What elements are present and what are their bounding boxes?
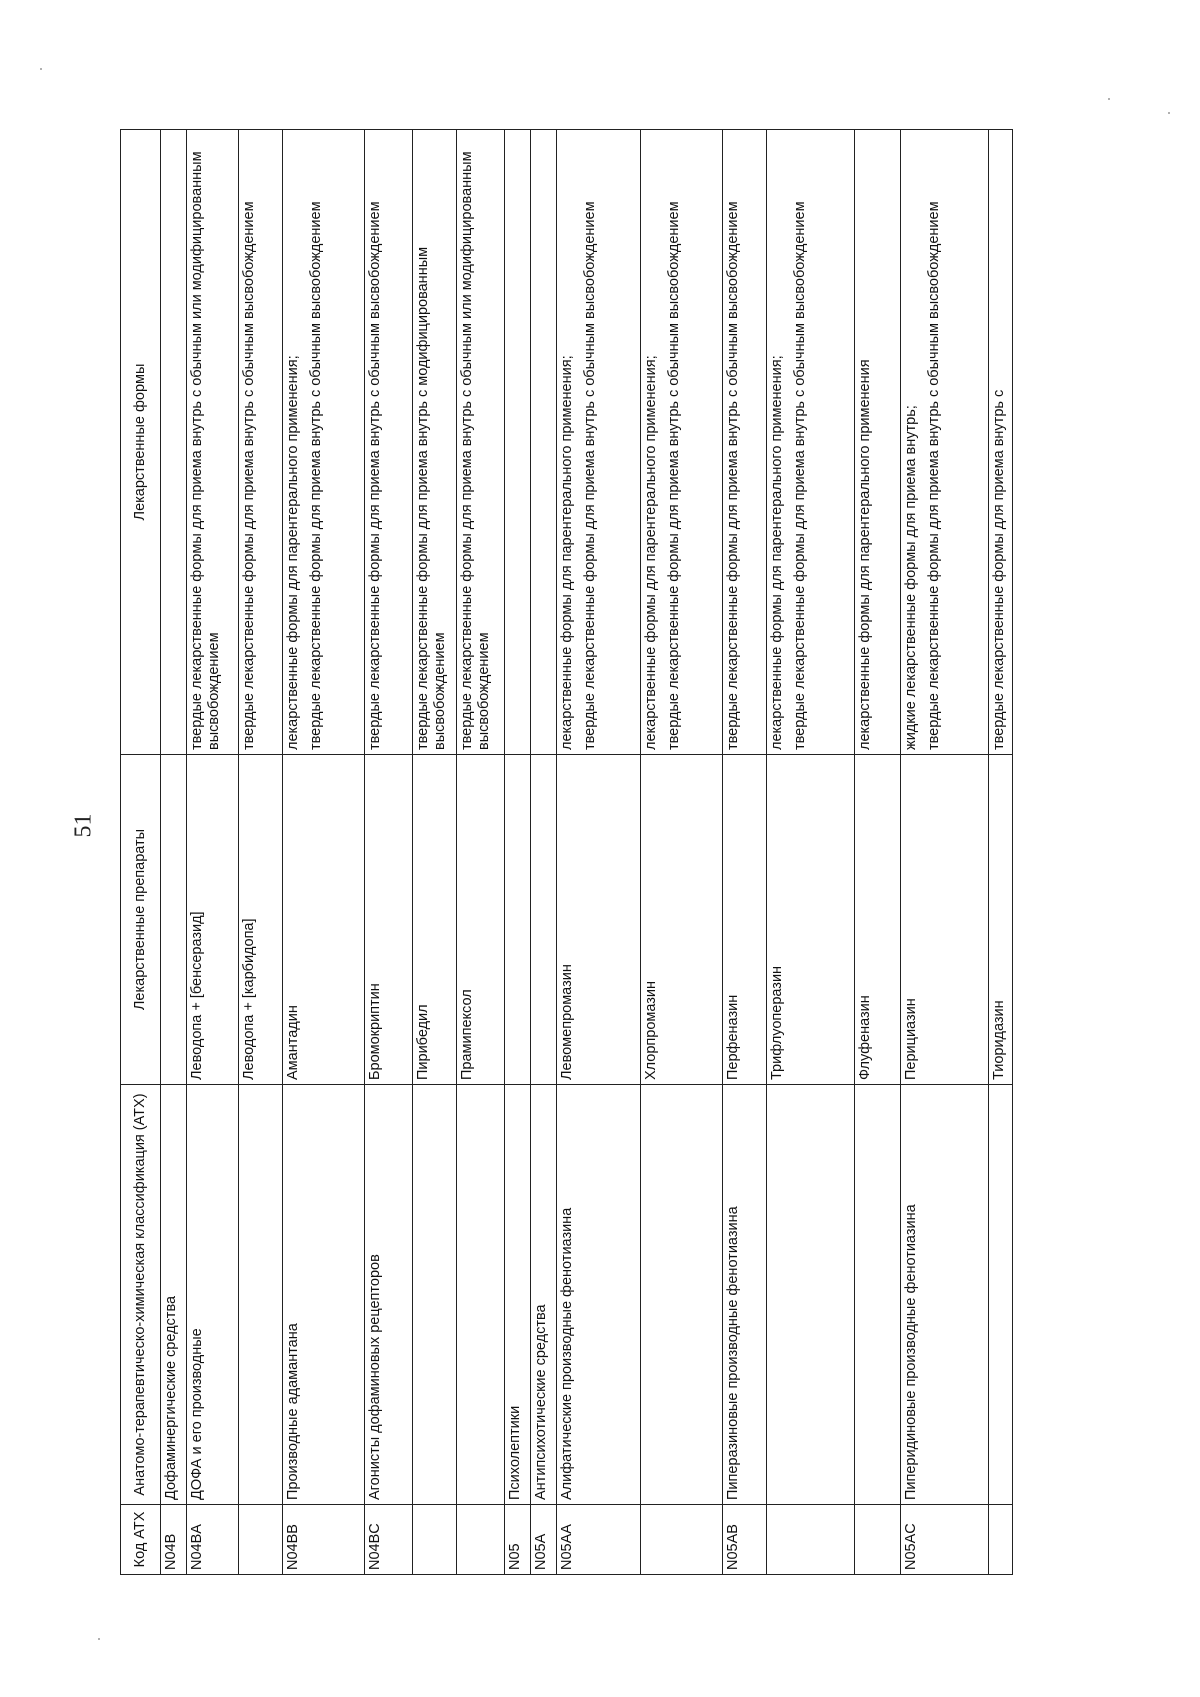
classification-cell <box>855 1085 901 1505</box>
classification-cell: Пиперазиновые производные фенотиазина <box>723 1085 767 1505</box>
table-row <box>161 130 187 1575</box>
code-cell <box>457 1505 505 1575</box>
form-line: твердые лекарственные формы для приема внутрь с обычным или модифицированным высвобождением <box>189 151 223 750</box>
classification-cell <box>641 1085 723 1505</box>
drug-cell: Леводопа + [бенсеразид] <box>187 755 239 1085</box>
forms-cell <box>557 130 641 755</box>
form-line: твердые лекарственные формы для приема внутрь с <box>991 389 1007 750</box>
drug-cell: Трифлуоперазин <box>767 755 855 1085</box>
code-cell <box>413 1505 457 1575</box>
page-number: 51 <box>70 813 97 838</box>
drug-cell: Хлорпромазин <box>641 755 723 1085</box>
drug-cell: Пирибедил <box>413 755 457 1085</box>
header-forms: Лекарственные формы <box>121 130 161 755</box>
classification-cell: Пиперидиновые производные фенотиазина <box>901 1085 989 1505</box>
forms-cell <box>187 130 239 755</box>
form-line: лекарственные формы для парентерального применения; <box>643 355 659 750</box>
table-row <box>855 130 901 1575</box>
form-line: лекарственные формы для парентерального применения; <box>285 355 301 750</box>
drug-cell: Леводопа + [карбидопа] <box>239 755 283 1085</box>
table-row <box>365 130 413 1575</box>
drug-cell: Левомепромазин <box>557 755 641 1085</box>
table-row <box>187 130 239 1575</box>
classification-cell: Производные адамантана <box>283 1085 365 1505</box>
table-row <box>723 130 767 1575</box>
classification-cell <box>989 1085 1013 1505</box>
scan-speck <box>1108 98 1110 100</box>
forms-cell <box>239 130 283 755</box>
forms-cell <box>531 130 557 755</box>
drug-cell: Тиоридазин <box>989 755 1013 1085</box>
classification-cell: Агонисты дофаминовых рецепторов <box>365 1085 413 1505</box>
table-header-row <box>121 130 161 1575</box>
form-line: лекарственные формы для парентерального применения <box>857 359 873 750</box>
drug-cell <box>531 755 557 1085</box>
drug-cell: Амантадин <box>283 755 365 1085</box>
table-row <box>557 130 641 1575</box>
code-cell <box>641 1505 723 1575</box>
table-row <box>457 130 505 1575</box>
form-line: твердые лекарственные формы для приема внутрь с обычным высвобождением <box>367 201 383 750</box>
form-line: жидкие лекарственные формы для приема внутрь; <box>903 405 919 750</box>
code-cell: N05A <box>531 1505 557 1575</box>
classification-cell: Антипсихотические средства <box>531 1085 557 1505</box>
form-line: твердые лекарственные формы для приема внутрь с обычным высвобождением <box>308 201 325 750</box>
forms-cell <box>457 130 505 755</box>
form-line: твердые лекарственные формы для приема внутрь с обычным высвобождением <box>582 201 599 750</box>
forms-cell <box>641 130 723 755</box>
code-cell: N04BA <box>187 1505 239 1575</box>
forms-cell <box>767 130 855 755</box>
code-cell <box>239 1505 283 1575</box>
form-line: твердые лекарственные формы для приема внутрь с обычным высвобождением <box>792 201 809 750</box>
code-cell <box>767 1505 855 1575</box>
drug-cell <box>161 755 187 1085</box>
form-line: лекарственные формы для парентерального применения; <box>769 355 785 750</box>
classification-cell <box>413 1085 457 1505</box>
classification-cell <box>457 1085 505 1505</box>
scan-speck <box>1168 112 1170 114</box>
drug-cell: Бромокриптин <box>365 755 413 1085</box>
table-row <box>531 130 557 1575</box>
form-line: твердые лекарственные формы для приема внутрь с обычным или модифицированным высвобождением <box>459 151 493 750</box>
forms-cell <box>901 130 989 755</box>
header-drugs: Лекарственные препараты <box>121 755 161 1085</box>
drug-cell: Прамипексол <box>457 755 505 1085</box>
form-line: твердые лекарственные формы для приема внутрь с обычным высвобождением <box>666 201 683 750</box>
form-line: твердые лекарственные формы для приема внутрь с модифицированным высвобождением <box>415 246 449 750</box>
table-row <box>505 130 531 1575</box>
scan-speck <box>98 1638 100 1640</box>
code-cell: N05AB <box>723 1505 767 1575</box>
classification-cell: Психолептики <box>505 1085 531 1505</box>
forms-cell <box>505 130 531 755</box>
table-row <box>989 130 1013 1575</box>
scan-speck <box>40 68 42 70</box>
forms-cell <box>365 130 413 755</box>
drug-cell: Перфеназин <box>723 755 767 1085</box>
code-cell <box>855 1505 901 1575</box>
code-cell: N05AA <box>557 1505 641 1575</box>
forms-cell <box>855 130 901 755</box>
classification-cell <box>767 1085 855 1505</box>
header-code: Код АТХ <box>121 1505 161 1575</box>
forms-cell <box>723 130 767 755</box>
code-cell: N05 <box>505 1505 531 1575</box>
forms-cell <box>413 130 457 755</box>
form-line: твердые лекарственные формы для приема внутрь с обычным высвобождением <box>725 201 741 750</box>
drug-cell: Перициазин <box>901 755 989 1085</box>
table-body <box>161 130 1013 1575</box>
code-cell: N05AC <box>901 1505 989 1575</box>
code-cell: N04BC <box>365 1505 413 1575</box>
header-classification: Анатомо-терапевтическо-химическая классификация (АТХ) <box>121 1085 161 1505</box>
form-line: твердые лекарственные формы для приема внутрь с обычным высвобождением <box>241 201 257 750</box>
forms-cell <box>283 130 365 755</box>
table-row <box>767 130 855 1575</box>
drug-cell <box>505 755 531 1085</box>
form-line: лекарственные формы для парентерального применения; <box>559 355 575 750</box>
forms-cell <box>989 130 1013 755</box>
drug-cell: Флуфеназин <box>855 755 901 1085</box>
form-line: твердые лекарственные формы для приема внутрь с обычным высвобождением <box>926 201 943 750</box>
table-row <box>283 130 365 1575</box>
classification-cell <box>239 1085 283 1505</box>
table-row <box>239 130 283 1575</box>
formulary-table <box>120 129 1013 1575</box>
classification-cell: Алифатические производные фенотиазина <box>557 1085 641 1505</box>
table-row <box>641 130 723 1575</box>
classification-cell: Дофаминергические средства <box>161 1085 187 1505</box>
code-cell: N04BB <box>283 1505 365 1575</box>
code-cell <box>989 1505 1013 1575</box>
classification-cell: ДОФА и его производные <box>187 1085 239 1505</box>
table-row <box>901 130 989 1575</box>
table-row <box>413 130 457 1575</box>
forms-cell <box>161 130 187 755</box>
code-cell: N04B <box>161 1505 187 1575</box>
formulary-table-wrapper <box>120 130 1080 1575</box>
